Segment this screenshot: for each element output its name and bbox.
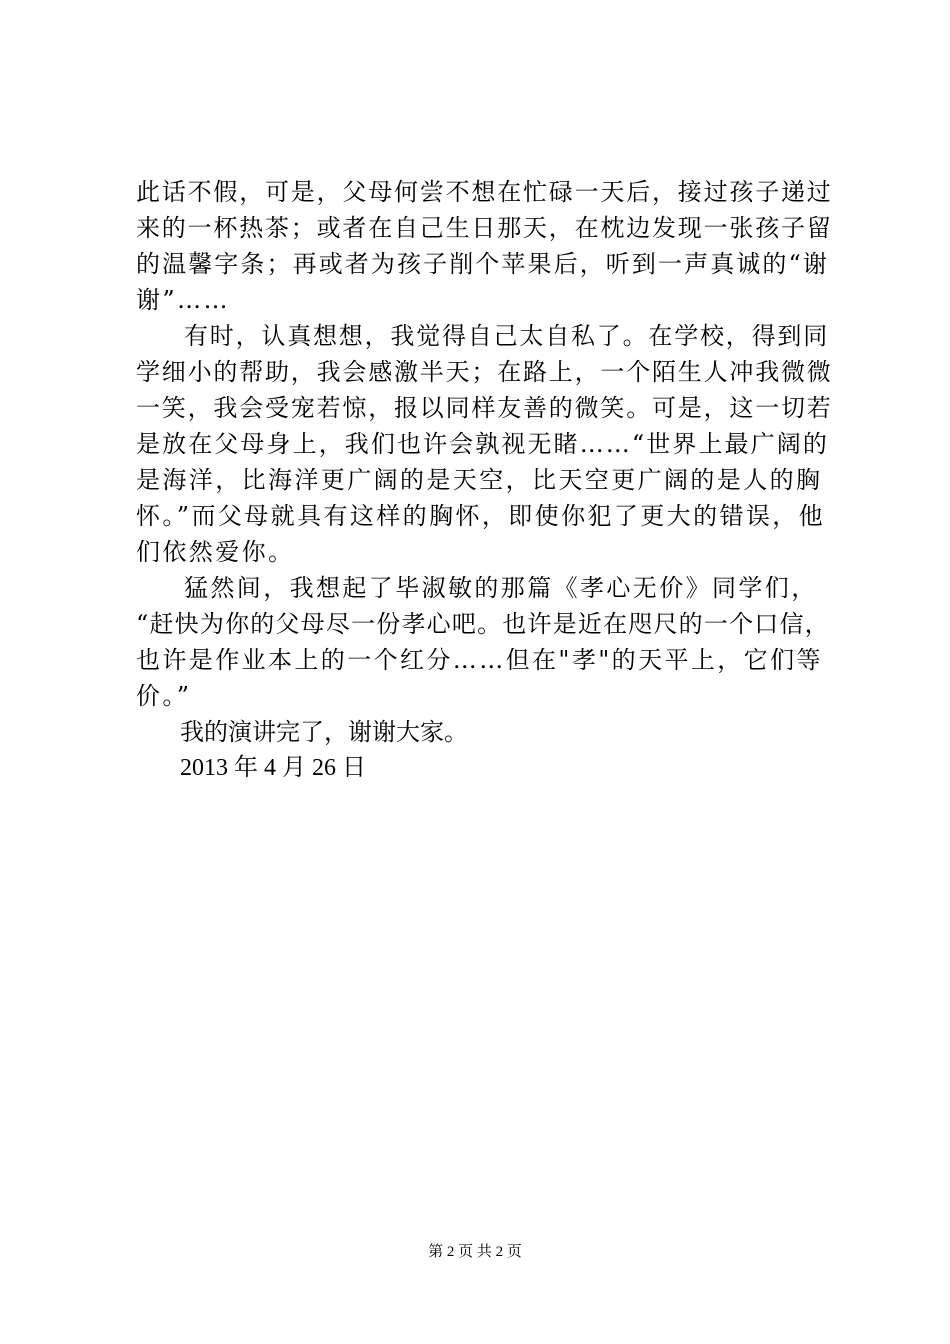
text-line: 此话不假，可是，父母何尝不想在忙碌一天后，接过孩子递过: [136, 178, 833, 206]
text-line: 来的一杯热茶；或者在自己生日那天，在枕边发现一张孩子留: [136, 214, 833, 242]
page-number-label: 第 2 页 共 2 页: [428, 1244, 522, 1260]
text-line: 谢”……: [136, 286, 230, 314]
text-line: 的温馨字条；再或者为孩子削个苹果后，听到一声真诚的“谢: [136, 250, 829, 278]
paragraph-2: [136, 318, 836, 570]
text-line: 也许是作业本上的一个红分……但在"孝"的天平上，它们等: [136, 646, 823, 674]
paragraph-3: [136, 570, 836, 714]
text-line: 价。”: [136, 682, 192, 710]
text-line: 怀。”而父母就具有这样的胸怀，即使你犯了更大的错误，他: [136, 502, 826, 530]
text-line: 猛然间，我想起了毕淑敏的那篇《孝心无价》同学们，: [184, 574, 818, 602]
text-line: 是海洋，比海洋更广阔的是天空，比天空更广阔的是人的胸: [136, 466, 823, 494]
speech-body: [136, 174, 836, 786]
text-line: 有时，认真想想，我觉得自己太自私了。在学校，得到同: [184, 322, 829, 350]
closing-remark: 我的演讲完了，谢谢大家。: [180, 718, 468, 746]
paragraph-1: [136, 174, 836, 318]
speech-date: 2013 年 4 月 26 日: [180, 755, 366, 781]
text-line: “赶快为你的父母尽一份孝心吧。也许是近在咫尺的一个口信，: [136, 610, 830, 638]
text-line: 是放在父母身上，我们也许会孰视无睹……“世界上最广阔的: [136, 430, 829, 458]
text-line: 们依然爱你。: [136, 538, 295, 566]
text-line: 学细小的帮助，我会感激半天；在路上，一个陌生人冲我微微: [136, 358, 833, 386]
page-footer: [0, 1242, 950, 1262]
text-line: 一笑，我会受宠若惊，报以同样友善的微笑。可是，这一切若: [136, 394, 833, 422]
